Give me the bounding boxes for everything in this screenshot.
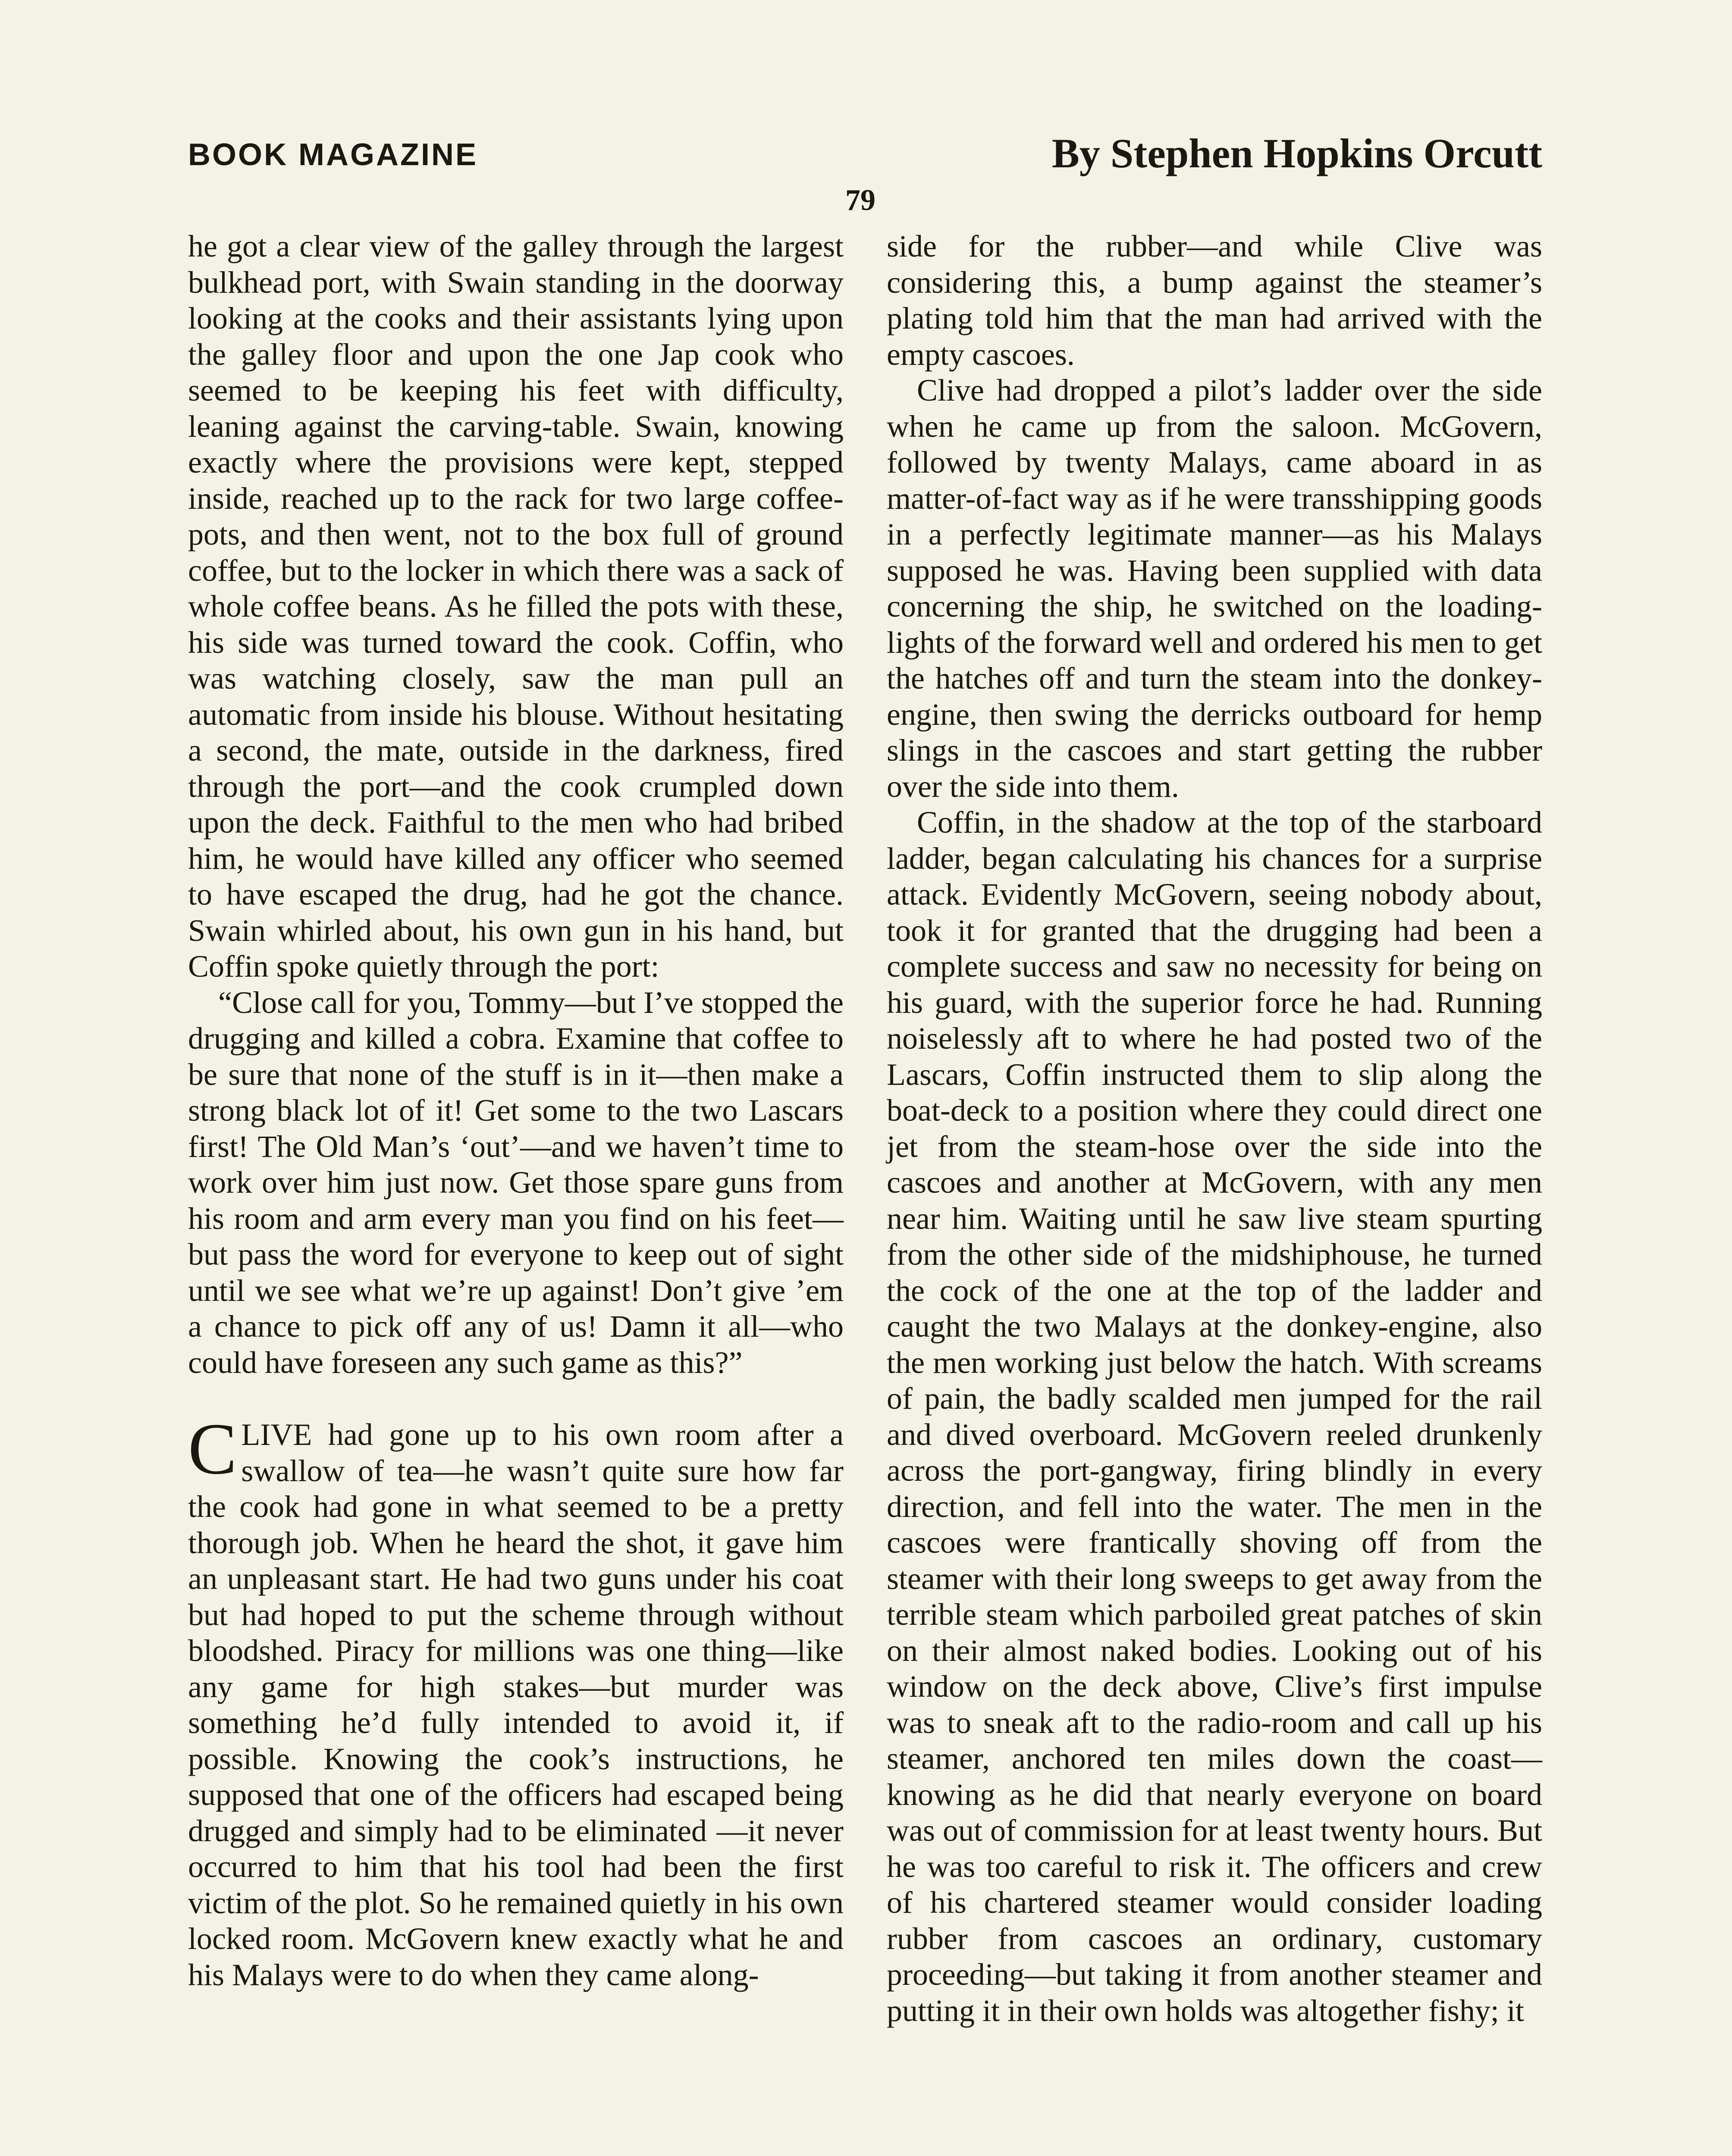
paragraph: Clive had dropped a pilot’s ladder over the side when he came up from the saloon. McGovern, followed by twenty Malays, came aboard in as matter-of-fact way as if he were transshipping goods in a perfectly legitimate manner—as his Malays supposed he was. Having been supplied with data concerning the ship, he switched on the loading-lights of the forward well and ordered his men to get the hatches off and turn the steam into the donkey-engine, then swing the derricks outboard for hemp slings in the cascoes and start getting the rubber over the side into them. (887, 373, 1542, 804)
running-head-magazine: BOOK MAGAZINE (188, 138, 478, 172)
page-number: 79 (845, 184, 875, 217)
right-column (887, 229, 1542, 2029)
paragraph: “Close call for you, Tommy—but I’ve stopped the drugging and killed a cobra. Examine that coffee to be sure that none of the stuff is in it—then make a strong black lot of it! Get some to the two Lascars first! The Old Man’s ‘out’—and we haven’t time to work over him just now. Get those spare guns from his room and arm every man you find on his feet—but pass the word for everyone to keep out of sight until we see what we’re up against! Don’t give ’em a chance to pick off any of us! Damn it all—who could have foreseen any such game as this?” (188, 985, 844, 1380)
paragraph-text: LIVE had gone up to his own room after a swallow of tea—he wasn’t quite sure how far the cook had gone in what seemed to be a pretty thorough job. When he heard the shot, it gave him an unpleasant start. He had two guns under his coat but had hoped to put the scheme through without bloodshed. Piracy for millions was one thing—like any game for high stakes—but murder was something he’d fully intended to avoid it, if possible. Knowing the cook’s instructions, he supposed that one of the officers had escaped being drugged and simply had to be eliminated —it never occurred to him that his tool had been the first victim of the plot. So he remained quietly in his own locked room. McGovern knew exactly what he and his Malays were to do when they came along- (188, 1417, 844, 1992)
drop-cap: C (188, 1408, 237, 1489)
left-column (188, 229, 844, 1993)
paragraph: he got a clear view of the galley through the largest bulkhead port, with Swain standing in the doorway looking at the cooks and their assistants lying upon the galley floor and upon the one Jap cook who seemed to be keeping his feet with difficulty, leaning against the carving-table. Swain, knowing exactly where the provisions were kept, stepped inside, reached up to the rack for two large coffee-pots, and then went, not to the box full of ground coffee, but to the locker in which there was a sack of whole coffee beans. As he filled the pots with these, his side was turned toward the cook. Coffin, who was watching closely, saw the man pull an automatic from inside his blouse. Without hesitating a second, the mate, outside in the darkness, fired through the port—and the cook crumpled down upon the deck. Faithful to the men who had bribed him, he would have killed any officer who seemed to have escaped the drug, had he got the chance. Swain whirled about, his own gun in his hand, but Coffin spoke quietly through the port: (188, 229, 844, 984)
paragraph: side for the rubber—and while Clive was considering this, a bump against the steamer’s plating told him that the man had arrived with the empty cascoes. (887, 229, 1542, 372)
running-head-author: By Stephen Hopkins Orcutt (1051, 130, 1542, 176)
paragraph: Coffin, in the shadow at the top of the starboard ladder, began calculating his chances for a surprise attack. Evidently McGovern, seeing nobody about, took it for granted that the drugging had been a complete success and saw no necessity for being on his guard, with the superior force he had. Running noiselessly aft to where he had posted two of the Lascars, Coffin instructed them to slip along the boat-deck to a position where they could direct one jet from the steam-hose over the side into the cascoes and another at McGovern, with any men near him. Waiting until he saw live steam spurting from the other side of the midshiphouse, he turned the cock of the one at the top of the ladder and caught the two Malays at the donkey-engine, also the men working just below the hatch. With screams of pain, the badly scalded men jumped for the rail and dived overboard. McGovern reeled drunkenly across the port-gangway, firing blindly in every direction, and fell into the water. The men in the cascoes were frantically shoving off from the steamer with their long sweeps to get away from the terrible steam which parboiled great patches of skin on their almost naked bodies. Looking out of his window on the deck above, Clive’s first impulse was to sneak aft to the radio-room and call up his steamer, anchored ten miles down the coast—knowing as he did that nearly everyone on board was out of commission for at least twenty hours. But he was too careful to risk it. The officers and crew of his chartered steamer would consider loading rubber from cascoes an ordinary, customary proceeding—but taking it from another steamer and putting it in their own holds was altogether fishy; it (887, 805, 1542, 2028)
paragraph-with-dropcap (188, 1408, 844, 1993)
